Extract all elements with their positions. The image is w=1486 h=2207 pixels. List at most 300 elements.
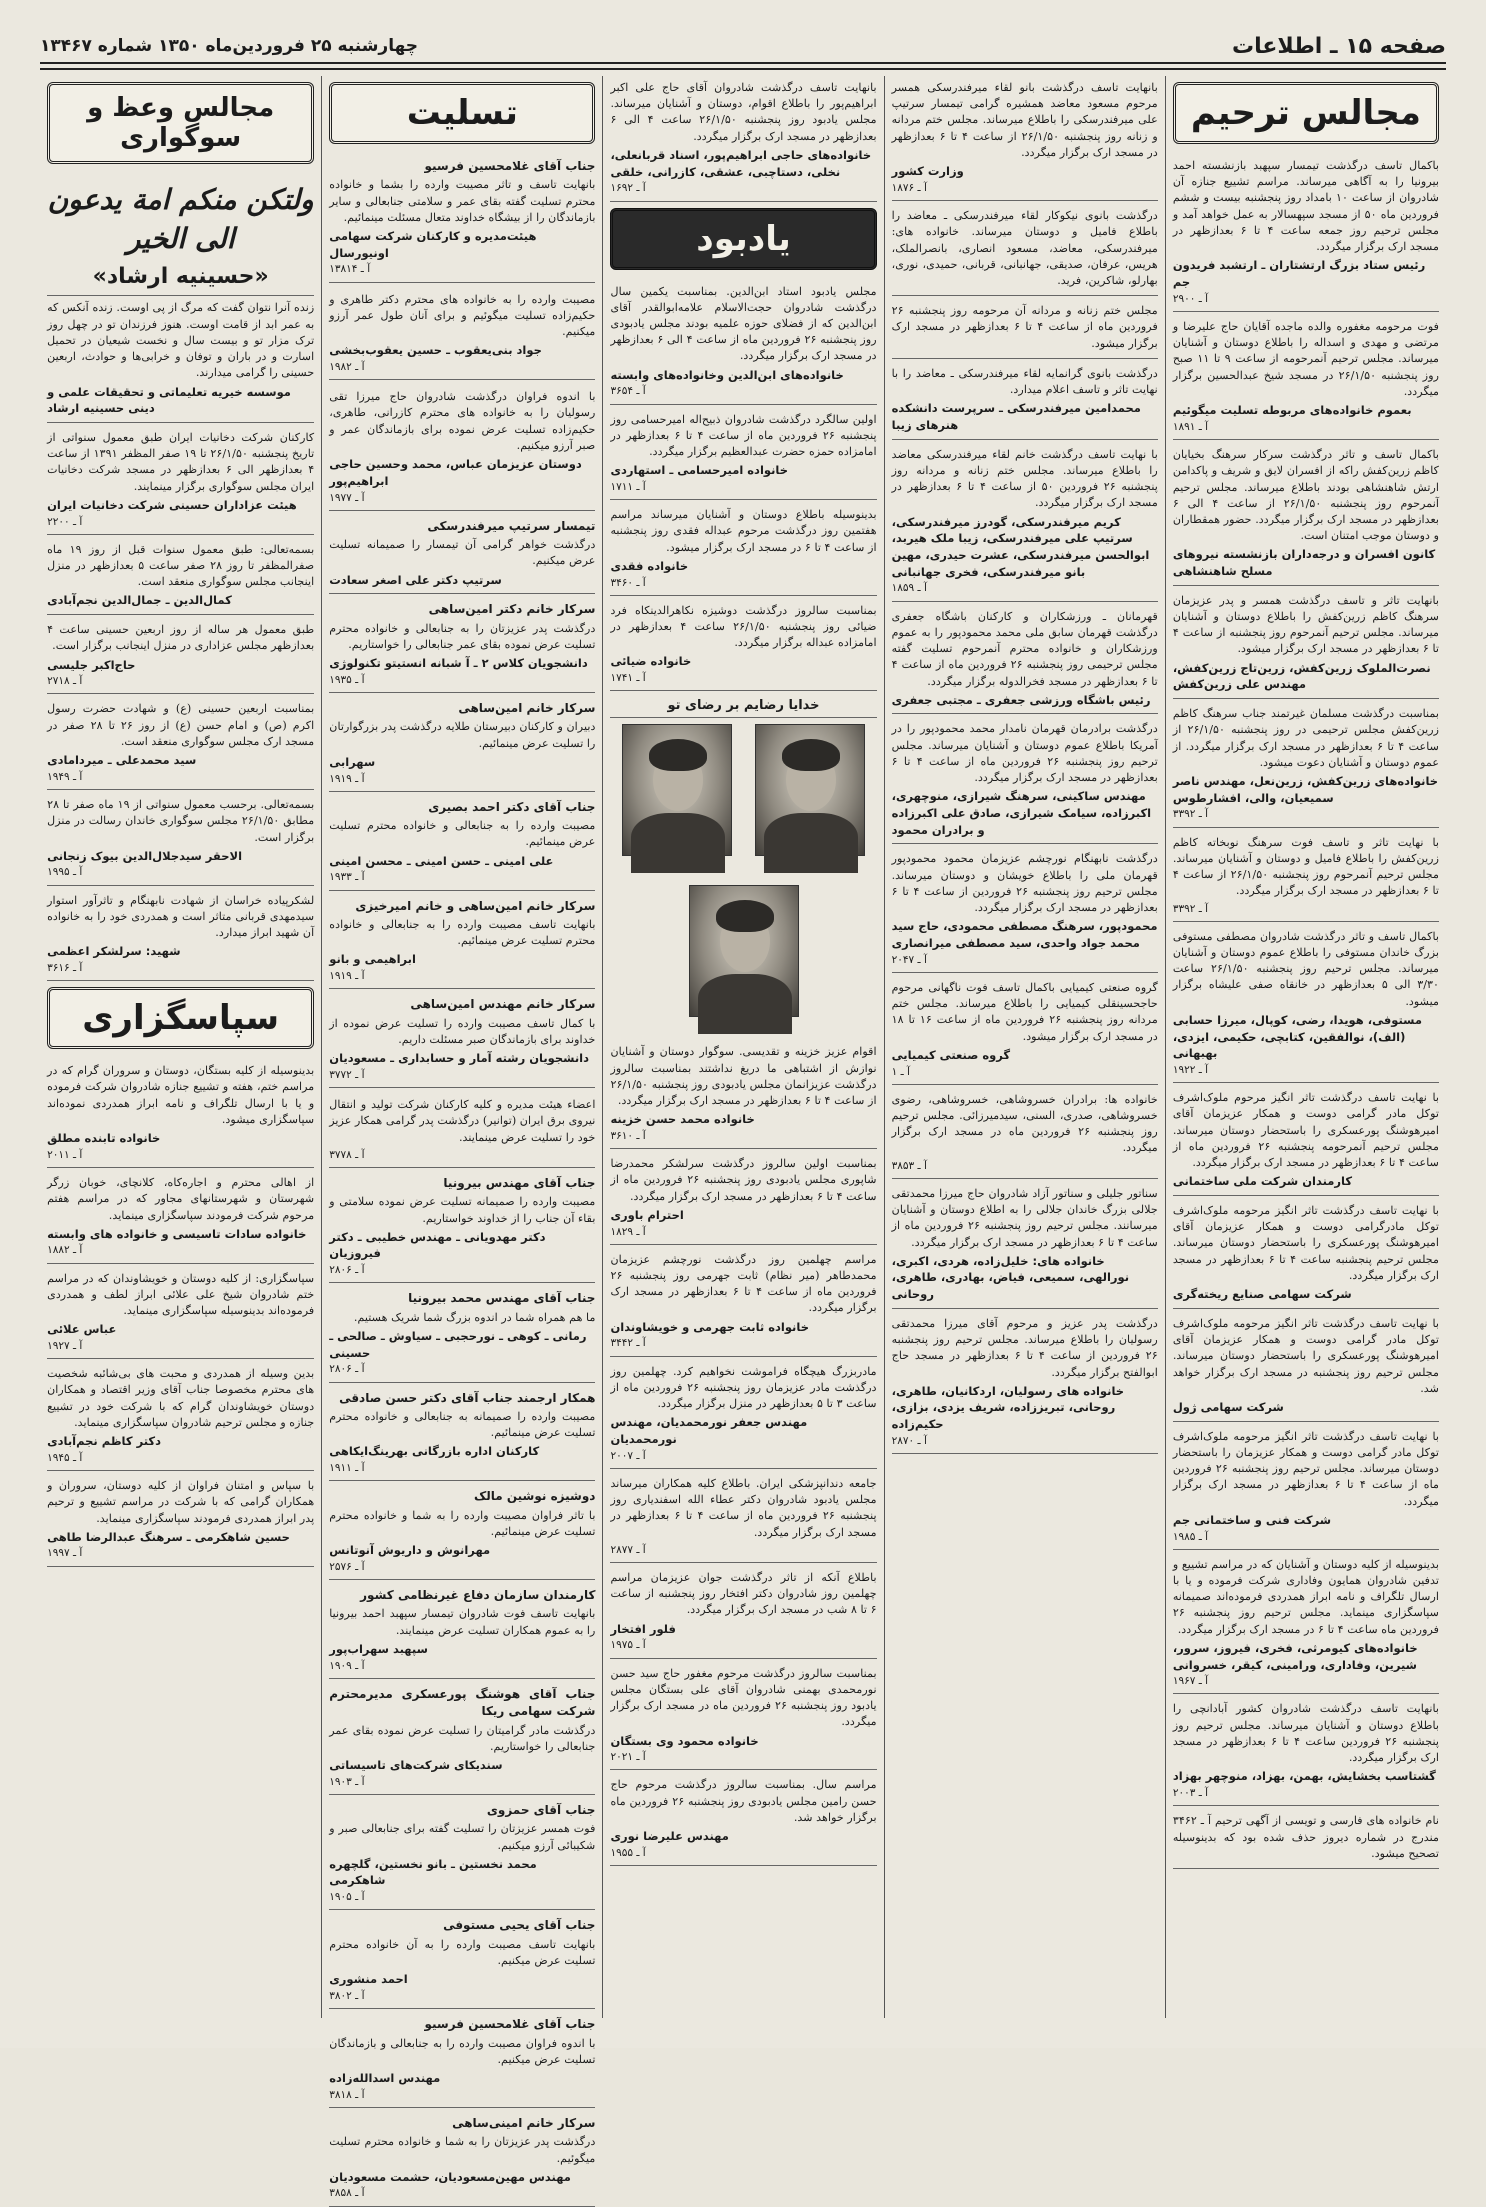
notice xyxy=(47,1267,314,1360)
notice-text: گروه صنعتی کیمیایی باکمال تاسف فوت ناگهانی مرحوم حاجحسینقلی کیمیایی را باطلاع میرساند. مجلس ختم مردانه روز پنجشنبه ۲۶ فروردین ماه از ساعت ۱۶ تا ۱۸ در مسجد ارک برگزار میشود. xyxy=(891,980,1158,1043)
notice-signature: محمد نخستین ـ بانو نخستین، گلچهره شاهکرمی xyxy=(329,1856,537,1888)
notice-code: آ ـ ۱۹۶۷ xyxy=(1172,1675,1209,1688)
notice-signature: مستوفی، هویدا، رضی، کوپال، میرزا حسابی (الف)، نوالفقین، کتابچی، حکیمی، ایزدی، بهبهانی xyxy=(1172,1012,1422,1061)
notice-signature: خانواده فقدی xyxy=(610,558,689,573)
notice-signature: محمودپور، سرهنگ مصطفی محمودی، حاج سید محمد جواد واحدی، سید مصطفی میرانصاری xyxy=(891,919,1158,950)
notice-code: آ ـ ۳۶۱۰ xyxy=(610,1129,646,1142)
column-obituaries xyxy=(1165,76,1446,2018)
notice xyxy=(47,1474,314,1567)
notice xyxy=(1173,831,1439,922)
notice-text: بدینوسیله باطلاع دوستان و آشنایان میرساند مراسم هفتمین روز درگذشت مرحوم عبداله فقدی روز پنجشنبه از ساعت ۴ تا ۶ در مسجد ارک برگزار میشود. xyxy=(610,508,877,554)
notice-text: درگذشت برادرمان قهرمان نامدار محمد محمودپور را در آمریکا باطلاع عموم دوستان و آشنایان میرساند. مجلس ترحیم روز پنجشنبه ۲۶ فروردین ماه از ساعت ۴ تا ۶ بعدازظهر در مسجد ارک برگزار میگردد. xyxy=(891,722,1158,785)
notice-text: بانهایت تاسف درگذشت شادروان آقای حاج علی اکبر ابراهیم‌پور را باطلاع اقوام، دوستان و آشنایان میرساند. مجلس یادبود روز پنجشنبه ۲۶/۱/۵۰ ساعت ۴ الی ۶ بعدازظهر در مسجد ارک برگزار میگردد. xyxy=(610,81,877,143)
notice-code: آ ـ ۱۷۴۱ xyxy=(610,672,646,685)
notice-code: آ ـ ۳۸۰۲ xyxy=(329,1989,365,2002)
notice-signature: سرتیپ دکتر علی اصغر سعادت xyxy=(329,572,502,587)
notice-signature: کارمندان شرکت ملی ساختمانی xyxy=(1172,1174,1353,1189)
notice-text: اعضاء هیئت مدیره و کلیه کارکنان شرکت تولید و انتقال نیروی برق ایران (توانیر) درگذشت پدر گرامی همکار عزیز خود را تسلیت عرض مینمایند. xyxy=(329,1098,596,1144)
notice-text: بمناسبت اربعین حسینی (ع) و شهادت حضرت رسول اکرم (ص) و امام حسن (ع) از روز ۲۶ تا ۲۸ صفر در مسجد ارک مجلس سوگواری منعقد است. xyxy=(47,702,315,748)
notice xyxy=(610,599,876,692)
notice-signature: سهرابی xyxy=(329,754,376,769)
notice-code: آ ـ ۳۸۵۸ xyxy=(329,2187,365,2200)
notice-text: مصیبت وارده را صمیمانه تسلیت عرض نموده سلامتی و بقاء آن جناب را از خداوند خواستاریم. xyxy=(329,1195,596,1225)
notice xyxy=(1173,925,1439,1083)
notice-code: آ ـ ۱۹۲۷ xyxy=(47,1340,83,1353)
notice xyxy=(329,1484,595,1580)
notice xyxy=(610,1040,876,1149)
notice-code: آ ـ ۱۶۹۲ xyxy=(610,182,646,195)
notice-signature: خانواده‌های کیومرثی، فخری، فیروز، سرور، شیرین، وفاداری، ورامینی، کیقر، خسروانی xyxy=(1172,1640,1418,1672)
notice-text: سناتور جلیلی و سناتور آزاد شادروان حاج میرزا محمدتقی جلالی بزرگ خاندان جلالی را به اطلاع دوستان و آشنایان میرسانند. مجلس ترحیم روز پنجشنبه ۲۶ فروردین ماه از ساعت ۴ تا ۶ بعدازظهر در مسجد ارک برگزار میگردد. xyxy=(891,1186,1158,1249)
notice xyxy=(1173,1809,1439,1869)
notice-text: با نهایت تاسف درگذشت تاثر انگیز مرحومه ملوک‌اشرف توکل مادرگرامی دوست و همکار عزیزمان آقای امیرهوشنگ پورعسکری را باستحضار دوستان میرساند. مجلس ترحیم پنجشنبه ساعت ۴ تا ۶ بعدازظهر در مسجد ارک برگزار میگردد. xyxy=(1172,1203,1439,1282)
notice xyxy=(47,1171,314,1264)
notice xyxy=(610,1566,876,1659)
notice-signature: مهندس ساکینی، سرهنگ شیرازی، منوچهری، اکبرزاده، سیامک شیرازی، صادق علی اکبرزاده و برادران محمود xyxy=(891,789,1152,837)
notice-text: با نهایت تاسف درگذشت خانم لقاء میرفندرسکی معاضد را باطلاع میرساند. مجلس ختم زنانه و مردانه روز پنجشنبه ۲۶ فروردین ۵۰ از ساعت ۴ تا ۶ بعدازظهر در مسجد ارک برگزار میگردد. xyxy=(891,447,1158,510)
notice xyxy=(47,889,314,982)
notice-text: درگذشت بانوی نیکوکار لقاء میرفندرسکی ـ معاضد را باطلاع فامیل و دوستان میرساند. خانواده های: میرفندرسکی، معاضد، مسعود انصاری، بانصرالملک، هریس، عرفان، صدیقی، جهانبانی، قربانی، حمیدی، نوری، بهارلو، شاکرین، فرید. xyxy=(891,209,1158,287)
notice-text: بانهایت تاسف درگذشت شادروان کشور آبادانچی را باطلاع دوستان و آشنایان میرساند. مجلس ترحیم روز پنجشنبه ۲۶ فروردین ساعت ۴ تا ۶ بعدازظهر در مسجد ارک برگزار میگردد. xyxy=(1172,1702,1439,1765)
notice-code: آ ـ ۱۹۷۷ xyxy=(329,491,365,504)
notice-list xyxy=(47,1059,314,1566)
masthead xyxy=(40,30,1446,64)
notice-text: مصیبت وارده را به خانواده های محترم دکتر طاهری و حکیم‌زاده تسلیت میگوئیم و برای آنان طول عمر آرزو میکنیم. xyxy=(329,292,596,339)
notice-code: آ ـ ۱۹۴۵ xyxy=(47,1451,83,1464)
notice-code: آ ـ ۱۸۹۱ xyxy=(1172,420,1209,433)
notice-text: مادربزرگ هیچگاه فراموشت نخواهیم کرد. چهلمین روز درگذشت مادر عزیزمان روز پنجشنبه ۲۶ فروردین ماه از ساعت ۳ تا ۵ بعدازظهر در منزل برگزار میگردد. xyxy=(610,1364,877,1411)
notice-signature: شرکت سهامی ژول xyxy=(1172,1399,1284,1414)
notice xyxy=(47,697,314,790)
notice-text: باطلاع آنکه از تاثر درگذشت جوان عزیزمان مراسم چهلمین روز شادروان دکتر افتخار روز پنجشنبه از ساعت ۶ تا ۸ شب در مسجد ارک برگزار میگردد. xyxy=(610,1571,877,1617)
notice xyxy=(892,204,1158,296)
notice-heading: همکار ارجمند جناب آقای دکتر حسن صادقی xyxy=(339,1390,596,1405)
notice-text: مصیبت وارده را به جنابعالی و خانواده محترم تسلیت عرض مینمائیم. xyxy=(329,819,596,849)
notice xyxy=(47,538,314,615)
notice xyxy=(892,1312,1158,1454)
notice xyxy=(329,696,595,792)
notice-signature: خانواده‌های ابن‌الدین وخانواده‌های وابسته xyxy=(610,367,844,382)
notice-signature: هیئت‌مدیره و کارکنان شرکت سهامی اونیورسال xyxy=(329,229,537,260)
notice-signature: خانواده امیرحسامی ـ استهاردی xyxy=(610,463,789,478)
notice-list xyxy=(329,154,595,2207)
notice xyxy=(329,894,595,990)
notice-code: آ ـ ۲۹۰۰ xyxy=(1172,292,1209,305)
notice-signature: دانشجویان رشته آمار و حسابداری ـ مسعودیان xyxy=(329,1051,590,1066)
notice-code: آ ـ ۱۸۲۹ xyxy=(610,1225,646,1238)
portrait-photo xyxy=(751,724,869,873)
notice xyxy=(47,793,314,886)
notice-signature: فلور افتخار xyxy=(610,1621,676,1636)
notice xyxy=(610,1248,876,1357)
notice-text: بمناسبت اولین سالروز درگذشت سرلشکر محمدرضا شاپوری مجلس یادبودی روز پنجشنبه ۲۶ فروردین ماه از ساعت ۴ تا ۶ بعدازظهر در مسجد ارک برگزار میگردد. xyxy=(610,1157,877,1203)
notice-text: بانهایت تاسف مصیبت وارده را به جنابعالی و خانواده محترم تسلیت عرض مینمائیم. xyxy=(329,917,596,948)
notice-text: از اهالی محترم و اجاره‌کاه، کلانچای، خوبان زرگر شهرستان و شهرستانهای مجاور که در مراسم هفتم مرحوم شرکت فرمودند سپاسگزاری مینماید. xyxy=(47,1176,315,1222)
notice-list xyxy=(47,296,314,981)
notice xyxy=(329,2012,595,2108)
notice-code: آ ـ ۱۸۷۶ xyxy=(891,181,927,194)
calligraphy-verse: ولتکن منکم امة یدعون الی الخیر xyxy=(47,183,314,256)
notice-text: لشکرپیاده خراسان از شهادت نابهنگام و تاثرآور استوار سیدمهدی قربانی متاثر است و همدردی خود را به خانواده آن شهید ابراز میدارد. xyxy=(47,893,315,940)
notice-signature: خانواده محمود وی بستگان xyxy=(610,1733,759,1748)
notice xyxy=(1173,1425,1439,1550)
notice-signature: کارکنان اداره بازرگانی بهرینگ‌ایکاهی xyxy=(329,1444,540,1459)
notice-code: آ ـ ۱۸۵۹ xyxy=(891,582,927,595)
notice-code: آ ـ ۲۲۰۰ xyxy=(47,515,83,528)
notice xyxy=(1173,1553,1439,1695)
notice xyxy=(329,2111,595,2207)
notice-code: آ ـ ۲۰۲۱ xyxy=(610,1751,646,1764)
notice-code: آ ـ ۲۰۰۷ xyxy=(610,1449,646,1462)
notice-code: آ ـ ۳۸۱۸ xyxy=(329,2088,365,2101)
notice-text: با نهایت تاسف درگذشت تاثر انگیز مرحومه ملوک‌اشرف توکل مادر گرامی دوست و همکار عزیزمان را باستحضار دوستان میرساند. مجلس ترحیم روز پنجشنبه ۲۶ فروردین ماه از ساعت ۴ تا ۶ بعدازظهر در مسجد ارک برگزار میگردد. xyxy=(1172,1429,1439,1508)
notice-signature: مهندس جعفر نورمحمدیان، مهندس نورمحمدیان xyxy=(610,1415,808,1446)
notice-code: آ ـ ۲۰۴۷ xyxy=(891,953,927,966)
notice-code: آ ـ ۲۰۰۳ xyxy=(1172,1787,1209,1800)
notice-list xyxy=(610,280,876,692)
notice-signature: خانواده های: خلیل‌زاده، هردی، اکبری، نورالهی، سمیعی، فیاض، بهادری، طاهری، روحانی xyxy=(891,1253,1130,1302)
notice xyxy=(892,76,1158,201)
notice-code: آ ـ ۲۸۰۶ xyxy=(329,1363,365,1376)
notice-code: آ ـ ۱۹۴۹ xyxy=(47,770,83,783)
notice xyxy=(329,1091,595,1168)
notice-text: بمناسبت سالروز درگذشت دوشیزه نکاهرالدینکاه فرد ضیائی روز پنجشنبه ۲۶/۱/۵۰ ساعت ۴ بعدازظهر در امامزاده عبداله برگزار میگردد. xyxy=(610,603,877,650)
notice-code: آ ـ ۱۹۲۲ xyxy=(1172,1063,1209,1076)
notice-code: آ ـ ۱۹۱۱ xyxy=(329,1462,365,1475)
notice-text: بسمه‌تعالی: طبق معمول سنوات قبل از روز ۱۹ ماه صفرالمظفر تا روز ۲۸ صفر ساعت ۵ بعدازظهر در منزل اینجانب مجلس سوگواری منعقد است. xyxy=(47,542,315,589)
notice-code: آ ـ ۳۸۵۳ xyxy=(891,1159,927,1172)
notice xyxy=(47,1059,314,1168)
notice xyxy=(1173,443,1439,586)
notice-text: باکمال تاسف و تاثر درگذشت سرکار سرهنگ بخیایان کاظم زرین‌کفش راکه از افسران لایق و شریف و پاکدامن ارتش شاهنشاهی بودند باطلاع میرساند. مجلس ترحیم آنمرحوم روز پنجشنبه ۲۶/۱/۵۰ از ساعت ۴ الی ۶ بعدازظهر در مسجد ارک برگزار میگردد. حضور همقطاران و دوستان موجب امتنان است. xyxy=(1172,448,1439,543)
notice-code: آ ـ ۲۸۰۶ xyxy=(329,1264,365,1277)
notice-text: کارکنان شرکت دخانیات ایران طبق معمول سنواتی از تاریخ پنجشنبه ۲۶/۱/۵۰ تا ۱۹ صفر المظفر ۱۳۹۱ از ساعت ۴ بعدازظهر الی ۶ بعدازظهر در مسجد شرکت دخانیات ایران مجلس سوگواری برگزار مینمایند. xyxy=(47,430,315,493)
section-banner-thanks: سپاسگزاری xyxy=(47,987,314,1049)
notice-text: مصیبت وارده را صمیمانه به جنابعالی و خانواده محترم تسلیت عرض مینمائیم. xyxy=(329,1409,596,1440)
notice-signature: موسسه خیریه تعلیماتی و تحقیقات علمی و دینی حسینیه ارشاد xyxy=(47,384,291,416)
notice-signature: ابراهیمی و بانو xyxy=(329,952,416,967)
notice xyxy=(329,286,595,381)
notice-code: آ ـ ۳۳۹۲ xyxy=(1172,902,1209,915)
notice xyxy=(329,992,595,1088)
notice-code: آ ـ ۱۳۸۱۴ xyxy=(329,263,371,276)
notice-signature: مهرانوش و داریوش آنوتانس xyxy=(329,1543,491,1558)
notice xyxy=(610,408,876,501)
notice-text: مراسم چهلمین روز درگذشت نورچشم عزیزمان محمدطاهر (میر نظام) ثابت جهرمی روز پنجشنبه ۲۶ فروردین ماه از ساعت ۴ تا ۶ بعدازظهر در مسجد ارک برگزار میگردد. xyxy=(610,1252,877,1315)
notice-signature: کمال‌الدین ـ جمال‌الدین نجم‌آبادی xyxy=(47,593,232,608)
notice-text: زنده آنرا نتوان گفت که مرگ از پی اوست. زنده آنکس که به عمر ابد از قامت اوست. هنوز فرزندان تو در چهل روز ترک مزار تو و بیست سال و نخست شیعیان در تحمیل اسارت و در باران و توفان و خرابی‌ها و حوادث، اربعین حسینی را گرامی میدارند. xyxy=(47,301,315,380)
notice-signature: احترام باوری xyxy=(610,1207,684,1222)
notice-signature: هیئت عزاداران حسینی شرکت دخانیات ایران xyxy=(47,497,297,512)
notice-signature: سندیکای شرکت‌های تاسیساتی xyxy=(329,1758,503,1773)
notice-text: بمناسبت سالروز درگذشت مرحوم مغفور حاج سید حسن نورمحمدی بهمنی شادروان آقای علی بستگان مجلس یادبود روز پنجشنبه ۲۶ فروردین ماه در مسجد ارک برگزار میگردد. xyxy=(610,1666,877,1729)
notice-signature: محمدامین میرفندرسکی ـ سرپرست دانشکده هنرهای زیبا xyxy=(891,401,1141,433)
notice-code: آ ـ ۲۵۷۶ xyxy=(329,1560,365,1573)
page-number-label: صفحه ۱۵ ـ اطلاعات xyxy=(1231,33,1446,59)
notice-code: آ ـ ۳۶۵۴ xyxy=(610,385,646,398)
notice xyxy=(1173,1312,1439,1422)
notice-heading: جناب آقای مهندس بیرونیا xyxy=(443,1175,596,1190)
notice-signature: شرکت سهامی صنایع ریخته‌گری xyxy=(1172,1287,1352,1302)
notice-text: با نهایت تاسف درگذشت تاثر انگیز مرحومه ملوک‌اشرف توکل مادر گرامی دوست و همکار عزیزمان آقای امیرهوشنگ پورعسکری را باستحضار دوستان میرساند. مجلس ترحیم روز پنجشنبه در مسجد ارک برگزار خواهد شد. xyxy=(1172,1316,1439,1395)
notice xyxy=(1173,315,1439,440)
notice-signature: دانشجویان کلاس ۲ ـ آ شبانه انستیتو تکنولوژی xyxy=(329,656,588,671)
portrait-photo xyxy=(685,885,803,1034)
notice-code: آ ـ ۱۹۹۵ xyxy=(47,866,83,879)
notice-signature: رمانی ـ کوهی ـ نورحجبی ـ سیاوش ـ صالحی ـ حسینی xyxy=(329,1329,587,1360)
section-banner-mourning: مجالس وعظ و سوگواری xyxy=(47,82,314,164)
photo-row xyxy=(610,879,876,1040)
notice-signature: وزارت کشور xyxy=(891,164,964,179)
notice-text: مجلس یادبود استاد ابن‌الدین. بمناسبت یکمین سال درگذشت شادروان حجت‌الاسلام علامه‌ابوالقدر آقای ابن‌الدین که از فضلای حوزه علمیه بودند مجلس یادبودی روز پنجشنبه ۲۶ فروردین ماه از ساعت ۴ الی ۶ بعدازظهر در مسجد ارک برگزار میگردد. xyxy=(610,284,877,363)
notice-signature: سید محمدعلی ـ میردامادی xyxy=(47,753,197,768)
notice-code: آ ـ ۱۹۷۵ xyxy=(610,1639,646,1652)
notice-signature: خانواده سادات تاسیسی و خانواده های وابسته xyxy=(47,1226,307,1241)
notice xyxy=(892,1088,1158,1179)
notice-signature: خانواده تابنده مطلق xyxy=(47,1131,161,1146)
notice-text: خانواده ها: برادران خسروشاهی، خسروشاهی، رضوی خسروشاهی، صدری، السنی، سیدمیرزائی. مجلس ترحیم روز پنجشنبه ۲۶ فروردین ماه در مسجد ارک برگزار میگردد. xyxy=(891,1092,1158,1155)
notice-heading: جناب آقای هوشنگ پورعسکری مدیرمحترم شرکت سهامی ریکا xyxy=(329,1686,596,1719)
notice-text: با اندوه فراوان درگذشت شادروان حاج میرزا تقی رسولیان را به خانواده های محترم کازرانی، طاهری، حکیم‌زاده تسلیت عرض نموده برای بازماندگان عمر و صبر آرزو میکنیم. xyxy=(329,390,596,452)
notice-heading: جناب آقای دکتر احمد بصیری xyxy=(428,799,596,814)
notice-text: درگذشت پدر عزیزتان را به شما و خانواده محترم تسلیت میگوئیم. xyxy=(329,2135,596,2165)
notice xyxy=(610,1152,876,1245)
masthead-rule xyxy=(40,68,1446,70)
notice xyxy=(610,1360,876,1469)
calligraphy-subtitle: «حسینیه ارشاد» xyxy=(47,264,314,296)
notice-text: با کمال تاسف مصیبت وارده را تسلیت عرض نموده از خداوند برای بازماندگان صبر مسئلت داریم. xyxy=(329,1016,596,1046)
notice xyxy=(1173,1199,1439,1309)
notice-text: درگذشت نابهنگام نورچشم عزیزمان محمود محمودپور قهرمان ملی را باطلاع خویشان و دوستان میرساند. مجلس ترحیم روز پنجشنبه ۲۶ فروردین از ساعت ۴ تا ۶ بعدازظهر در مسجد ارک برگزار میگردد. xyxy=(891,852,1158,915)
notice-text: نام خانواده های فارسی و تویسی از آگهی ترحیم آ ـ ۳۴۶۲ مندرج در شماره دیروز حذف شده بود که بدینوسیله تصحیح میشود. xyxy=(1172,1814,1439,1860)
notice-text: اقوام عزیز خزینه و تقدیسی. سوگوار دوستان و آشنایان نوازش از اشتباهی ما دریغ نداشتند بمناسبت سالروز درگذشت عزیزانمان مجلس یادبودی روز پنجشنبه ۲۶/۱/۵۰ از ساعت ۴ تا ۶ بعدازظهر در مسجد ارک برگزار میگردد. xyxy=(610,1045,877,1108)
notice-text: درگذشت پدر عزیزتان را به جنابعالی و خانواده محترم تسلیت عرض نموده بقای عمر جنابعالی را خواستاریم. xyxy=(329,621,596,651)
notice-text: دبیران و کارکنان دبیرستان طلایه درگذشت پدر بزرگوارتان را تسلیت عرض مینمائیم. xyxy=(329,720,596,750)
notice-signature: کانون افسران و درجه‌داران بازنشسته نیروهای مسلح شاهنشاهی xyxy=(1172,547,1436,579)
notice-signature: دکتر کاظم نجم‌آبادی xyxy=(47,1434,162,1449)
notice-code: آ ـ ۳۶۱۶ xyxy=(47,962,83,975)
notice-heading: جناب آقای یحیی مستوفی xyxy=(443,1918,596,1933)
notice-text: درگذشت خواهر گرامی آن تیمسار را صمیمانه تسلیت عرض میکنیم. xyxy=(329,538,596,568)
notice-code: آ ـ ۲۷۱۸ xyxy=(47,675,83,688)
notice-code: آ ـ ۱۹۵۵ xyxy=(610,1846,646,1859)
notice-text: بدینوسیله از کلیه بستگان، دوستان و سروران گرام که در مراسم ختم، هفته و تشییع جنازه شادروان شرکت فرموده و یا با ارسال تلگراف و نامه ابراز همدردی نموده‌اند سپاسگزاری میشود. xyxy=(47,1064,315,1126)
notice-signature: خانواده محمد حسن خزینه xyxy=(610,1112,755,1127)
photo-row xyxy=(610,718,876,879)
notice xyxy=(47,426,314,535)
portrait-image xyxy=(689,885,799,1017)
notice xyxy=(329,1583,595,1679)
notice-signature: شهید: سرلشکر اعظمی xyxy=(47,944,181,959)
notice-heading: جناب آقای مهندس محمد بیرونیا xyxy=(408,1291,596,1306)
notice-text: بانهایت تاسف مصیبت وارده را به آن خانواده محترم تسلیت عرض میکنیم. xyxy=(329,1937,596,1967)
notice-signature: کریم میرفندرسکی، گودرز میرفندرسکی، سرتیپ علی میرفندرسکی، زیبا ملک هیربد، ابوالحسن میرفندرسکی، عشرت حیدری، مهین بانو میرفندرسکی، فخری جهانبانی xyxy=(891,514,1150,579)
notice xyxy=(329,154,595,283)
notice-signature: علی امینی ـ حسن امینی ـ محسن امینی xyxy=(329,853,554,868)
notice-code: آ ـ ۱۷۱۱ xyxy=(610,480,646,493)
notice-text: بانهایت تاسف درگذشت بانو لقاء میرفندرسکی همسر مرحوم مسعود معاضد همشیره گرامی تیمسار سرتیپ علی میرفندرسکی را باطلاع میرساند. مجلس ختم مردانه و زنانه روز پنجشنبه ۲۶/۱/۵۰ از ساعت ۴ تا ۶ بعدازظهر در مسجد ارک برگزار میگردد. xyxy=(891,81,1158,159)
notice-code: آ ـ ۱۹۸۲ xyxy=(329,361,365,374)
notice xyxy=(329,1286,595,1382)
notice-heading: سرکار خانم امینی‌ساهی xyxy=(452,2115,596,2130)
notice-text: ما هم همراه شما در اندوه بزرگ شما شریک هستیم. xyxy=(353,1310,596,1324)
notice-code: آ ـ ۲۸۷۷ xyxy=(610,1543,646,1556)
notice xyxy=(329,795,595,891)
notice-signature: سپهبد سهراب‌پور xyxy=(329,1641,428,1656)
notice-signature: رئیس باشگاه ورزشی جعفری ـ مجتبی جعفری xyxy=(891,692,1151,707)
notice-text: فوت همسر عزیزتان را تسلیت گفته برای جنابعالی صبر و شکیبائی آرزو میکنیم. xyxy=(329,1822,596,1852)
portrait-image xyxy=(622,724,732,856)
notice-signature: شرکت فنی و ساختمانی جم xyxy=(1172,1512,1332,1527)
notice xyxy=(892,443,1158,602)
notice-code: آ ـ ۱۹۱۹ xyxy=(329,772,365,785)
notice-code: آ ـ ۱۹۸۵ xyxy=(1172,1530,1209,1543)
notice-code: آ ـ ۲۰۱۱ xyxy=(47,1148,83,1161)
notice-heading: تیمسار سرتیپ میرفندرسکی xyxy=(427,518,596,533)
notice-signature: خانواده ضیائی xyxy=(610,654,692,669)
notice xyxy=(610,1662,876,1771)
notice xyxy=(329,597,595,693)
notice xyxy=(329,1913,595,2009)
notice-signature: رئیس ستاد بزرگ ارتشتاران ـ ارتشبد فریدون جم xyxy=(1172,258,1426,290)
notice xyxy=(47,1362,314,1471)
notice xyxy=(610,76,876,202)
notice-text: فوت مرحومه مغفوره والده ماجده آقایان حاج علیرضا و مرتضی و مهدی و اسداله را باطلاع دوستان و آشنایان میرساند. مجلس ترحیم آنمرحومه از ساعت ۹ تا ۱۱ صبح روز پنجشنبه ۲۶/۱/۵۰ در مسجد شیخ عبدالحسین برگزار میگردد. xyxy=(1172,319,1440,398)
notice xyxy=(1173,1697,1439,1806)
notice-text: بسمه‌تعالی. برحسب معمول سنواتی از ۱۹ ماه صفر تا ۲۸ مطابق ۲۶/۱/۵۰ مجلس سوگواری خاندان رسالت در منزل برگزار است. xyxy=(47,798,315,844)
notice xyxy=(329,514,595,595)
notice xyxy=(892,717,1158,844)
notice-text: باکمال تاسف درگذشت تیمسار سپهبد بازنشسته احمد بیرونیا را به آگاهی میرساند. مراسم تشییع جنازه آن شادروان از ساعت ۱۰ بامداد روز پنجشنبه بیست و ششم فروردین ماه ۵۰ از مسجد سپهسالار به عمل خواهد آمد و مجلس ترحیم روز جمعه ساعت ۴ تا ۶ بعدازظهر در مسجد ارک برگزار میگردد. xyxy=(1172,159,1440,254)
photo-heading: خدایا رضایم بر رضای تو xyxy=(610,694,876,718)
notice-list xyxy=(610,1040,876,1866)
notice-text: با اندوه فراوان مصیبت وارده را به جنابعالی و بازماندگان تسلیت عرض میکنیم. xyxy=(329,2036,596,2066)
notice-text: مراسم سال. بمناسبت سالروز درگذشت مرحوم حاج حسن رامین مجلس یادبودی روز پنجشنبه ۲۶ فروردین ماه برگزار خواهد شد. xyxy=(610,1778,877,1824)
notice xyxy=(329,1798,595,1910)
notice-code: آ ـ ۱۹۰۹ xyxy=(329,1659,365,1672)
column-condolences xyxy=(321,76,602,2200)
column-mourning xyxy=(40,76,321,2018)
notice-code: آ ـ ۳۷۷۲ xyxy=(329,1068,365,1081)
notice-signature: حاج‌اکبر جلیسی xyxy=(47,657,136,672)
notice-code: آ ـ ۱۹۳۵ xyxy=(329,673,365,686)
notice xyxy=(892,299,1158,359)
notice-signature: حسین شاهکرمی ـ سرهنگ عبدالرضا طاهی xyxy=(47,1529,290,1544)
notice-code: آ ـ ۱ xyxy=(891,1065,910,1078)
notice-list xyxy=(892,76,1158,1454)
column-notices-2 xyxy=(884,76,1165,2018)
portrait-image xyxy=(755,724,865,856)
notice-signature: الاحقر سیدجلال‌الدین بیوک زنجانی xyxy=(47,848,243,863)
notice-text: طبق معمول هر ساله از روز اربعین حسینی ساعت ۴ بعدازظهر مجلس عزاداری در منزل اینجانب برگزار است. xyxy=(47,623,315,653)
issue-date-label: چهارشنبه ۲۵ فروردین‌ماه ۱۳۵۰ شماره ۱۳۴۶۷ xyxy=(40,36,419,56)
notice xyxy=(329,1171,595,1283)
notice-text: بدین وسیله از همدردی و محبت های بی‌شائبه شخصیت های محترم مخصوصا جناب آقای وزیر اقتصاد و همکاران دوستان خویشاوندان گرام که با شرکت خود در تشییع جنازه و مجلس ترحیم شادروان سپاسگزاری مینماید. xyxy=(47,1367,315,1429)
notice-code: آ ـ ۱۸۸۲ xyxy=(47,1244,83,1257)
notice-signature: خانواده ثابت جهرمی و خویشاوندان xyxy=(610,1319,809,1334)
notice-code: آ ـ ۱۹۳۳ xyxy=(329,871,365,884)
notice-code: آ ـ ۱۹۰۵ xyxy=(329,1891,365,1904)
notice-text: جامعه دندانپزشکی ایران. باطلاع کلیه همکاران میرساند مجلس یادبود شادروان دکتر عطاء الله اسفندیاری روز پنجشنبه ۲۶ فروردین ماه از ساعت ۴ تا ۶ بعدازظهر در مسجد ارک برگزار میگردد. xyxy=(610,1476,877,1539)
notice xyxy=(892,976,1158,1085)
notice xyxy=(892,1182,1158,1309)
notice xyxy=(610,1773,876,1866)
notice-heading: سرکار خانم دکتر امین‌ساهی xyxy=(428,602,596,617)
notice-signature: خانواده‌های حاجی ابراهیم‌پور، اسناد قربانعلی، نخلی، دستاچبی، عشقی، کازرانی، خلقی xyxy=(610,147,872,179)
notice-heading: جناب آقای حمزوی xyxy=(486,1802,596,1817)
section-banner-memorial: یادبود xyxy=(610,208,876,270)
notice xyxy=(1173,154,1439,312)
notice xyxy=(47,618,314,694)
notice xyxy=(329,1386,595,1482)
notice-list xyxy=(1173,154,1439,1869)
notice-text: با تاثر فراوان مصیبت وارده را به شما و خانواده محترم تسلیت عرض مینمائیم. xyxy=(329,1508,596,1538)
notice xyxy=(329,383,595,511)
column-memorial xyxy=(602,76,883,2018)
notice-text: اولین سالگرد درگذشت شادروان ذبیح‌اله امیرحسامی روز پنجشنبه ۲۶ فروردین ماه از ساعت ۴ تا ۶ بعدازظهر در امامزاده حمزه حضرت عبدالعظیم برگزار میگردد. xyxy=(610,412,877,459)
notice-text: بانهایت تاسف فوت شادروان تیمسار سپهبد احمد بیرونیا را به عموم همکاران تسلیت عرض مینمایند. xyxy=(329,1607,596,1637)
notice-text: قهرمانان ـ ورزشکاران و کارکنان باشگاه جعفری درگذشت قهرمان سابق ملی محمد محمودپور را به عموم ورزشکاران و خانواده محترم آنمرحوم تسلیت گفته مجلس ترحیمی روز پنجشنبه ۲۶ فروردین ماه از ساعت ۴ تا ۶ بعدازظهر در مسجد فخرالدوله برگزار میگردد. xyxy=(891,609,1158,688)
notice-text: بمناسبت درگذشت مسلمان غیرتمند جناب سرهنگ کاظم زرین‌کفش مجلس ترحیمی در روز پنجشنبه ۲۶/۱/۵۰ از ساعت ۴ تا ۶ بعدازظهر در مسجد ارک برگزار میگردد. از عموم دوستان و آشنایان دعوت میشود. xyxy=(1172,707,1440,769)
notice-code: آ ـ ۱۹۰۳ xyxy=(329,1775,365,1788)
notice-text: بدینوسیله از کلیه دوستان و آشنایان که در مراسم تشییع و تدفین شادروان همایون وفاداری شرکت فرموده و یا با ارسال تلگراف و نامه ابراز همدردی فرموده‌اند صمیمانه سپاسگزاری مینماید. مجلس ترحیم روز پنجشنبه ۲۶ فروردین ماه ساعت ۴ تا ۶ در مسجد ارک برگزار میگردد. xyxy=(1172,1557,1439,1636)
notice xyxy=(892,847,1158,973)
notice-signature: احمد منشوری xyxy=(329,1972,408,1987)
notice-text: سپاسگزاری: از کلیه دوستان و خویشاوندان که در مراسم ختم شادروان شیخ علی علائی ابراز لطف و همدردی فرموده‌اند بدینوسیله سپاسگزاری مینماید. xyxy=(47,1271,315,1318)
notice-heading: جناب آقای غلامحسین فرسیو xyxy=(424,2017,596,2032)
notice-signature: عباس علائی xyxy=(47,1322,117,1337)
section-banner-condolences: تسلیت xyxy=(329,82,595,144)
notice-signature: مهندس اسدالله‌زاده xyxy=(329,2070,441,2085)
portrait-photo xyxy=(618,724,736,873)
notice-signature: گروه صنعتی کیمیایی xyxy=(891,1047,1011,1062)
notice-text: با نهایت تاسف درگذشت تاثر انگیز مرحوم ملوک‌اشرف توکل مادر گرامی دوست و همکار عزیزمان آقای امیرهوشنگ پورعسکری را باستحضار دوستان میرساند. مجلس ترحیم آنمرحومه پنجشنبه ۲۶ فروردین ماه از ساعت ۴ تا ۶ بعدازظهر در مسجد ارک برگزار میگردد. xyxy=(1172,1091,1439,1170)
notice-heading: دوشیزه نوشین مالک xyxy=(473,1489,596,1504)
notice xyxy=(610,1472,876,1563)
notice-text: درگذشت پدر عزیز و مرحوم آقای میرزا محمدتقی رسولیان را باطلاع میرساند. مجلس ترحیم روز پنجشنبه ۲۶ فروردین از ساعت ۴ تا ۶ بعدازظهر در مسجد حاج ابوالفتح برگزار میگردد. xyxy=(891,1316,1158,1379)
notice-text: درگذشت بانوی گرانمایه لقاء میرفندرسکی ـ معاضد را با نهایت تاثر و تاسف اعلام میدارد. xyxy=(891,366,1158,397)
notice-signature: مهندس علیرضا نوری xyxy=(610,1829,729,1844)
notice-text: باکمال تاسف و تاثر درگذشت شادروان مصطفی مستوفی بزرگ خاندان مستوفی را باطلاع عموم دوستان و آشنایان میرساند. مجلس ترحیم روز پنجشنبه ۲۶/۱/۵۰ ساعت ۳/۳۰ الی ۵ بعدازظهر در خانقاه صفی علیشاه برگزار میشود. xyxy=(1172,929,1439,1008)
notice-heading: کارمندان سازمان دفاع غیرنظامی کشور xyxy=(360,1588,596,1603)
notice-code: آ ـ ۳۷۷۸ xyxy=(329,1148,365,1161)
notice-text: با نهایت تاثر و تاسف فوت سرهنگ نوبخاته کاظم زرین‌کفش را باطلاع فامیل و دوستان و آشنایان میرساند. مجلس ترحیم آنمرحوم روز پنجشنبه ۲۶/۱/۵۰ از ساعت ۴ تا ۶ بعدازظهر در مسجد ارک برگزار میگردد. xyxy=(1172,835,1439,898)
notice xyxy=(47,296,314,423)
notice-heading: سرکار خانم امین‌ساهی و خانم امیرخیزی xyxy=(355,898,596,913)
notice-text: با سپاس و امتنان فراوان از کلیه دوستان، سروران و همکاران گرامی که با شرکت در مراسم تشییع و ترحیم پدر ابراز همدردی فرمودند سپاسگزاری مینماید. xyxy=(47,1479,315,1525)
notice-signature: نصرت‌الملوک زرین‌کفش، زرین‌تاج زرین‌کفش، مهندس علی زرین‌کفش xyxy=(1172,660,1431,692)
notice-signature: خانواده‌های زرین‌کفش، زرین‌نعل، مهندس ناصر سمیعیان، والی، افشارطوس xyxy=(1172,774,1439,805)
notice-signature: گشتاسب بخشایش، بهمن، بهزاد، منوچهر بهزاد xyxy=(1172,1769,1436,1784)
notice-text: درگذشت مادر گرامیتان را تسلیت عرض نموده بقای عمر جنابعالی را خواستاریم. xyxy=(329,1723,596,1753)
notice xyxy=(610,280,876,405)
notice-signature: مهندس مهین‌مسعودیان، حشمت مسعودیان xyxy=(329,2169,571,2184)
notice-code: آ ـ ۲۸۷۰ xyxy=(891,1434,927,1447)
notice xyxy=(892,362,1158,440)
notice-heading: جناب آقای غلامحسین فرسیو xyxy=(424,159,596,173)
notice xyxy=(892,605,1158,715)
notice-signature: خانواده های رسولیان، اردکانیان، طاهری، روحانی، تبریززاده، شریف یزدی، بزازی، حکیم‌زاده xyxy=(891,1383,1125,1432)
notice-heading: سرکار خانم مهندس امین‌ساهی xyxy=(410,997,596,1012)
notice-code: آ ـ ۱۹۱۹ xyxy=(329,970,365,983)
notice-text: بانهایت تاثر و تاسف درگذشت همسر و پدر عزیزمان سرهنگ کاظم زرین‌کفش را باطلاع دوستان و آشنایان میرساند. مجلس ترحیم آنمرحوم روز پنجشنبه از ساعت ۴ تا ۶ بعدازظهر در مسجد ارک برگزار میشود. xyxy=(1172,593,1439,656)
notice-code: آ ـ ۳۳۹۲ xyxy=(1172,808,1209,821)
notice-signature: بعموم خانواده‌های مربوطه تسلیت میگوئیم xyxy=(1172,403,1412,418)
notice-code: آ ـ ۳۴۶۰ xyxy=(610,576,646,589)
section-banner-obituaries: مجالس ترحیم xyxy=(1173,82,1439,144)
notice-text: مجلس ختم زنانه و مردانه آن مرحومه روز پنجشنبه ۲۶ فروردین ماه از ساعت ۴ تا ۶ بعدازظهر در مسجد ارک برگزار میشود. xyxy=(891,304,1158,350)
notice-heading: سرکار خانم امین‌ساهی xyxy=(458,701,596,716)
